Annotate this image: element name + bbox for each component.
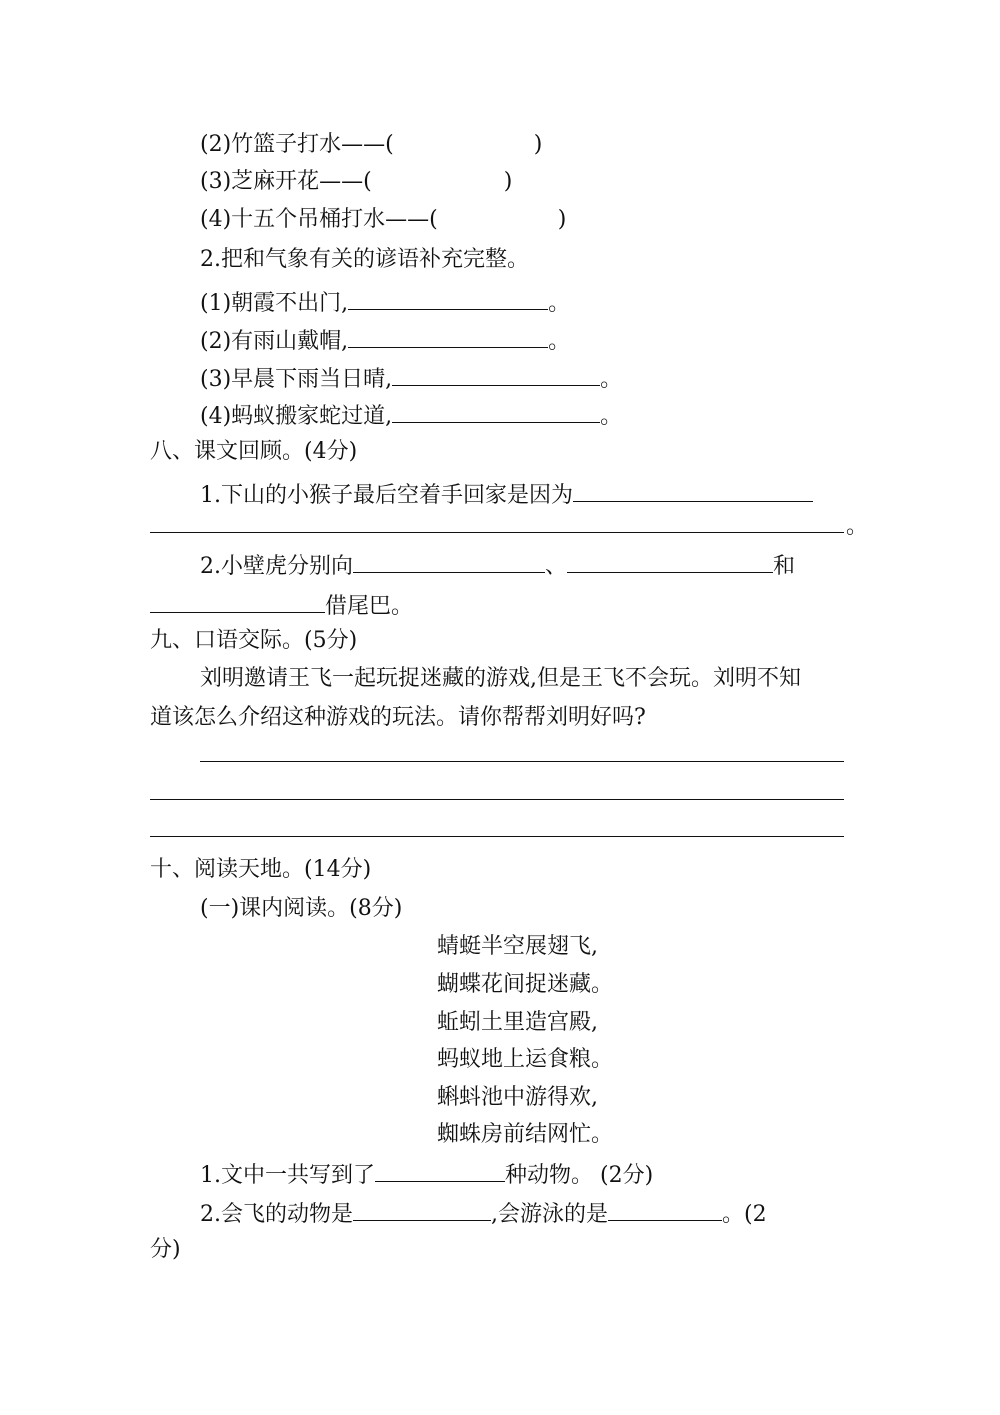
reading-question-1 bbox=[200, 1157, 653, 1191]
reading-question-1-text: 1.文中一共写到了 bbox=[200, 1163, 375, 1188]
poem-line-2: 蝴蝶花间捉迷藏。 bbox=[437, 972, 614, 997]
proverb-item-3 bbox=[200, 361, 622, 395]
idiom-item-2 bbox=[200, 130, 542, 160]
reading-question-2 bbox=[200, 1196, 767, 1230]
proverb-item-2 bbox=[200, 323, 570, 357]
idiom-item-4-label: (4)十五个吊桶打水——( bbox=[200, 207, 438, 232]
section-8-title: 八、课文回顾。(4分) bbox=[150, 439, 358, 464]
proverb-item-3-blank[interactable] bbox=[392, 361, 600, 386]
review-question-2-blank-3[interactable] bbox=[150, 588, 325, 613]
poem-line-6: 蜘蛛房前结网忙。 bbox=[437, 1122, 614, 1147]
proverb-prompt: 2.把和气象有关的谚语补充完整。 bbox=[200, 247, 529, 272]
poem-line-1: 蜻蜓半空展翅飞, bbox=[437, 934, 598, 959]
poem-line-4: 蚂蚁地上运食粮。 bbox=[437, 1047, 614, 1072]
review-question-2-blank-2[interactable] bbox=[567, 548, 773, 573]
idiom-item-2-close: ) bbox=[533, 132, 543, 157]
proverb-item-1-end: 。 bbox=[548, 291, 571, 316]
proverb-item-4-end: 。 bbox=[600, 404, 623, 429]
proverb-item-4 bbox=[200, 398, 622, 432]
idiom-item-4 bbox=[200, 205, 566, 235]
review-question-2-blank-1[interactable] bbox=[353, 548, 545, 573]
review-question-2-sep: 、 bbox=[545, 554, 568, 579]
proverb-item-2-blank[interactable] bbox=[348, 323, 548, 348]
proverb-item-4-blank[interactable] bbox=[392, 398, 600, 423]
oral-answer-line-2[interactable] bbox=[150, 799, 844, 800]
review-question-2-tail: 借尾巴。 bbox=[325, 594, 414, 619]
section-10-title: 十、阅读天地。(14分) bbox=[150, 857, 372, 882]
proverb-item-3-end: 。 bbox=[600, 367, 623, 392]
oral-answer-line-3[interactable] bbox=[150, 836, 844, 837]
poem-line-3: 蚯蚓土里造宫殿, bbox=[437, 1010, 598, 1035]
poem-line-5: 蝌蚪池中游得欢, bbox=[437, 1085, 598, 1110]
reading-question-2-blank-1[interactable] bbox=[353, 1196, 491, 1221]
reading-question-2-mid: ,会游泳的是 bbox=[491, 1202, 608, 1227]
idiom-item-3-close: ) bbox=[503, 169, 513, 194]
proverb-item-1 bbox=[200, 285, 570, 319]
review-question-1-end: 。 bbox=[846, 514, 869, 539]
idiom-item-4-close: ) bbox=[557, 207, 567, 232]
review-question-2 bbox=[200, 548, 795, 582]
idiom-item-2-label: (2)竹篮子打水——( bbox=[200, 132, 394, 157]
reading-question-1-end: 种动物。 (2分) bbox=[505, 1163, 654, 1188]
section-9-title: 九、口语交际。(5分) bbox=[150, 628, 358, 653]
review-question-2-text: 2.小壁虎分别向 bbox=[200, 554, 353, 579]
review-question-2-and: 和 bbox=[773, 554, 796, 579]
reading-question-2-cont: 分) bbox=[150, 1237, 181, 1262]
review-question-1-blank[interactable] bbox=[573, 477, 813, 502]
oral-answer-line-1[interactable] bbox=[200, 761, 844, 762]
proverb-item-3-label: (3)早晨下雨当日晴, bbox=[200, 367, 393, 392]
reading-sub-title: (一)课内阅读。(8分) bbox=[200, 896, 403, 921]
proverb-item-4-label: (4)蚂蚁搬家蛇过道, bbox=[200, 404, 393, 429]
review-question-2-cont bbox=[150, 588, 413, 622]
reading-question-1-blank[interactable] bbox=[375, 1157, 505, 1182]
review-question-1-answer-line[interactable] bbox=[150, 532, 844, 533]
reading-question-2-text: 2.会飞的动物是 bbox=[200, 1202, 353, 1227]
proverb-item-1-label: (1)朝霞不出门, bbox=[200, 291, 349, 316]
idiom-item-3 bbox=[200, 167, 512, 197]
oral-paragraph-line-2: 道该怎么介绍这种游戏的玩法。请你帮帮刘明好吗? bbox=[150, 705, 646, 730]
proverb-item-2-end: 。 bbox=[548, 329, 571, 354]
reading-question-2-end: 。(2 bbox=[722, 1202, 767, 1227]
oral-paragraph-line-1: 刘明邀请王飞一起玩捉迷藏的游戏,但是王飞不会玩。刘明不知 bbox=[200, 666, 801, 691]
reading-question-2-blank-2[interactable] bbox=[608, 1196, 722, 1221]
review-question-1 bbox=[200, 477, 813, 511]
proverb-item-2-label: (2)有雨山戴帽, bbox=[200, 329, 349, 354]
proverb-item-1-blank[interactable] bbox=[348, 285, 548, 310]
review-question-1-text: 1.下山的小猴子最后空着手回家是因为 bbox=[200, 483, 573, 508]
idiom-item-3-label: (3)芝麻开花——( bbox=[200, 169, 372, 194]
